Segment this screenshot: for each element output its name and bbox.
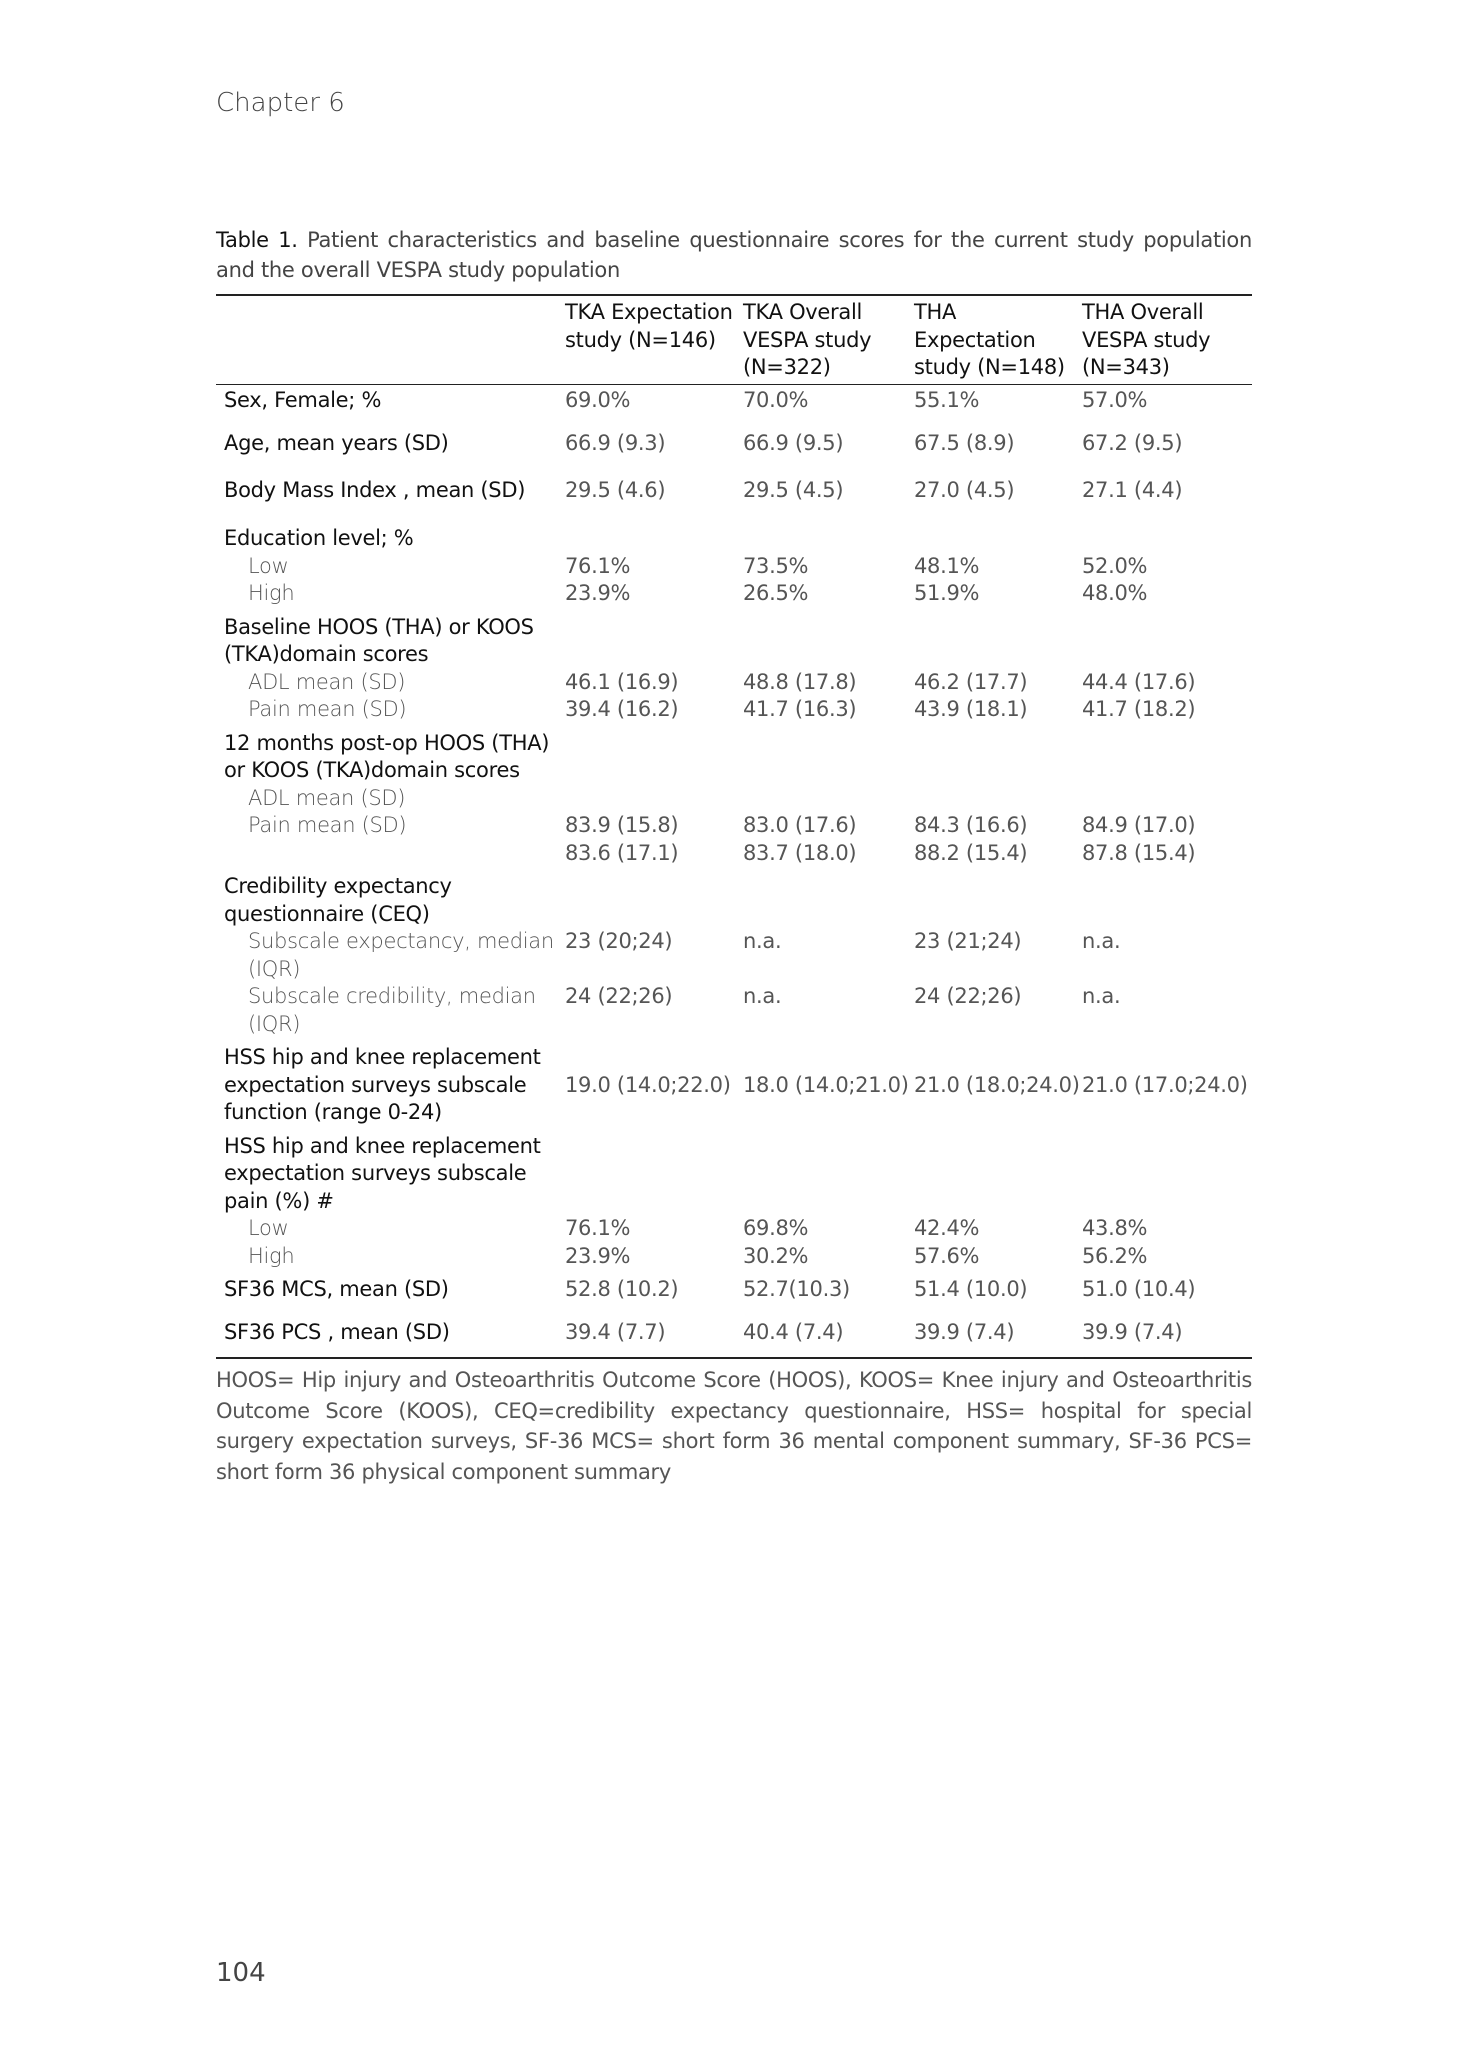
cell xyxy=(743,724,914,868)
row-label-sex: Sex, Female; % xyxy=(224,387,382,412)
header-tha-overall: THA Overall VESPA study (N=343) xyxy=(1082,300,1211,379)
cell-value: 41.7 (16.3) xyxy=(743,697,857,721)
cell: 21.0 (17.0;24.0) xyxy=(1082,1072,1248,1097)
cell-value: 24 (22;26) xyxy=(565,984,673,1008)
cell-value: 73.5% xyxy=(743,553,809,578)
table-caption-label: Table 1. xyxy=(216,228,298,252)
cell-value: 39.4 (16.2) xyxy=(565,697,679,721)
education-high-label: High xyxy=(248,581,295,605)
hss-pain-low-label: Low xyxy=(248,1216,289,1240)
cell xyxy=(914,608,1082,724)
cell: 19.0 (14.0;22.0) xyxy=(565,1072,731,1097)
cell-value: 23.9% xyxy=(565,581,631,605)
cell-value: 87.8 (15.4) xyxy=(1082,840,1196,865)
cell: 70.0% xyxy=(743,387,809,412)
cell: 66.9 (9.3) xyxy=(565,431,666,455)
cell xyxy=(1082,512,1252,608)
cell-value: 69.8% xyxy=(743,1216,809,1240)
cell xyxy=(743,608,914,724)
cell xyxy=(914,867,1082,1038)
cell-value: 56.2% xyxy=(1082,1243,1148,1268)
cell: 52.8 (10.2) xyxy=(565,1277,679,1301)
cell xyxy=(565,608,743,724)
cell-value: 44.4 (17.6) xyxy=(1082,669,1196,694)
cell: 21.0 (18.0;24.0) xyxy=(914,1072,1080,1097)
hss-pain-high-label: High xyxy=(248,1243,295,1268)
cell-value: 88.2 (15.4) xyxy=(914,840,1028,865)
cell: 67.5 (8.9) xyxy=(914,431,1015,455)
cell: 51.0 (10.4) xyxy=(1082,1277,1196,1301)
cell-value: 51.9% xyxy=(914,581,980,605)
cell-value: 41.7 (18.2) xyxy=(1082,697,1196,721)
cell xyxy=(565,512,743,608)
cell-value: 76.1% xyxy=(565,1216,631,1240)
table-row-education xyxy=(216,512,1252,608)
cell: 52.7(10.3) xyxy=(743,1277,850,1301)
cell: 29.5 (4.6) xyxy=(565,478,666,502)
cell-value: 43.8% xyxy=(1082,1216,1148,1240)
cell-value: 84.3 (16.6) xyxy=(914,813,1028,837)
row-label-hss-function: HSS hip and knee replacement expectation surveys subscale function (range 0-24) xyxy=(224,1045,541,1124)
postop-hoos-heading: 12 months post-op HOOS (THA) or KOOS (TKA)domain scores xyxy=(224,730,550,782)
cell-value: 30.2% xyxy=(743,1243,809,1268)
baseline-pain-label: Pain mean (SD) xyxy=(248,697,407,721)
row-label-bmi: Body Mass Index , mean (SD) xyxy=(224,478,526,502)
table-row-sf36-mcs xyxy=(216,1270,1252,1310)
cell xyxy=(1082,867,1252,1038)
baseline-hoos-heading: Baseline HOOS (THA) or KOOS (TKA)domain scores xyxy=(224,614,534,666)
cell: 18.0 (14.0;21.0) xyxy=(743,1072,909,1097)
cell-value: 23 (21;24) xyxy=(914,929,1022,953)
cell xyxy=(914,724,1082,868)
cell-value: 42.4% xyxy=(914,1216,980,1240)
ceq-credibility-label: Subscale credibility, median (IQR) xyxy=(248,984,536,1036)
cell-value: 48.8 (17.8) xyxy=(743,669,857,694)
row-label-age: Age, mean years (SD) xyxy=(224,431,449,455)
table-row-postop-hoos xyxy=(216,724,1252,868)
table-row-hss-function xyxy=(216,1038,1252,1127)
cell: 66.9 (9.5) xyxy=(743,431,844,455)
cell: 29.5 (4.5) xyxy=(743,478,844,502)
row-label-education xyxy=(216,512,565,608)
education-low-label: Low xyxy=(248,553,289,578)
ceq-expectancy-label: Subscale expectancy, median (IQR) xyxy=(248,929,554,981)
cell xyxy=(565,867,743,1038)
cell: 51.4 (10.0) xyxy=(914,1277,1028,1301)
patient-characteristics-table xyxy=(216,294,1252,1359)
cell: 40.4 (7.4) xyxy=(743,1320,844,1344)
cell: 57.0% xyxy=(1082,387,1148,412)
table-row-baseline-hoos xyxy=(216,608,1252,724)
cell-value: 57.6% xyxy=(914,1243,980,1268)
cell: 27.1 (4.4) xyxy=(1082,478,1183,502)
cell xyxy=(743,512,914,608)
row-label-postop-hoos xyxy=(216,724,565,868)
cell-value: 83.6 (17.1) xyxy=(565,840,679,865)
cell xyxy=(914,1127,1082,1271)
cell-value: 52.0% xyxy=(1082,553,1148,578)
row-label-ceq xyxy=(216,867,565,1038)
cell: 55.1% xyxy=(914,387,980,412)
table-row-sex xyxy=(216,384,1252,422)
table-row-age xyxy=(216,422,1252,467)
row-label-baseline-hoos xyxy=(216,608,565,724)
header-tka-overall: TKA Overall VESPA study (N=322) xyxy=(743,300,872,379)
education-heading: Education level; % xyxy=(224,526,414,550)
cell xyxy=(1082,724,1252,868)
cell xyxy=(1082,608,1252,724)
postop-adl-label: ADL mean (SD) xyxy=(248,785,406,810)
cell: 39.9 (7.4) xyxy=(914,1320,1015,1344)
cell-value: 76.1% xyxy=(565,553,631,578)
cell-value: 83.7 (18.0) xyxy=(743,840,857,865)
cell xyxy=(565,1127,743,1271)
postop-pain-label: Pain mean (SD) xyxy=(248,813,407,837)
cell: 27.0 (4.5) xyxy=(914,478,1015,502)
table-row-bmi xyxy=(216,467,1252,512)
cell-value: 83.9 (15.8) xyxy=(565,813,679,837)
cell-value: 23 (20;24) xyxy=(565,929,673,953)
table-footnote: HOOS= Hip injury and Osteoarthritis Outcome Score (HOOS), KOOS= Knee injury and Osteoarthritis Outcome Score (KOOS), CEQ=credibility expectancy questionnaire, HSS= hospital for special surgery expectation surveys, SF-36 MCS= short form 36 mental component summary, SF-36 PCS= short form 36 physical component summary xyxy=(216,1368,1252,1484)
table-row-sf36-pcs xyxy=(216,1310,1252,1358)
cell: 67.2 (9.5) xyxy=(1082,431,1183,455)
table-caption-text: Patient characteristics and baseline questionnaire scores for the current study population and the overall VESPA study population xyxy=(216,228,1252,282)
cell: 39.9 (7.4) xyxy=(1082,1320,1183,1344)
cell-value: n.a. xyxy=(1082,984,1121,1008)
cell-value: 43.9 (18.1) xyxy=(914,697,1028,721)
row-label-sf36-mcs: SF36 MCS, mean (SD) xyxy=(224,1277,449,1301)
row-label-hss-pain xyxy=(216,1127,565,1271)
header-tha-expectation: THA Expectation study (N=148) xyxy=(914,300,1065,379)
row-label-sf36-pcs: SF36 PCS , mean (SD) xyxy=(224,1320,450,1344)
ceq-heading: Credibility expectancy questionnaire (CEQ) xyxy=(224,874,452,926)
cell-value: 83.0 (17.6) xyxy=(743,813,857,837)
table-header-row xyxy=(216,295,1252,384)
chapter-header: Chapter 6 xyxy=(216,88,345,118)
header-cell-blank xyxy=(216,295,565,384)
cell-value: n.a. xyxy=(743,984,782,1008)
cell-value: 48.0% xyxy=(1082,581,1148,605)
table-row-hss-pain xyxy=(216,1127,1252,1271)
cell-value: 46.2 (17.7) xyxy=(914,669,1028,694)
cell-value: 46.1 (16.9) xyxy=(565,669,679,694)
cell: 39.4 (7.7) xyxy=(565,1320,666,1344)
cell xyxy=(914,512,1082,608)
cell-value: n.a. xyxy=(1082,929,1121,953)
baseline-adl-label: ADL mean (SD) xyxy=(248,669,406,694)
table-caption xyxy=(216,225,1252,285)
cell xyxy=(1082,1127,1252,1271)
cell xyxy=(743,1127,914,1271)
cell: 69.0% xyxy=(565,387,631,412)
cell-value: n.a. xyxy=(743,929,782,953)
cell-value: 23.9% xyxy=(565,1243,631,1268)
cell-value: 48.1% xyxy=(914,553,980,578)
hss-pain-heading: HSS hip and knee replacement expectation surveys subscale pain (%) # xyxy=(224,1133,541,1213)
header-tka-expectation: TKA Expectation study (N=146) xyxy=(565,300,733,352)
cell xyxy=(743,867,914,1038)
cell-value: 24 (22;26) xyxy=(914,984,1022,1008)
cell xyxy=(565,724,743,868)
page-number: 104 xyxy=(216,1958,266,1988)
cell-value: 84.9 (17.0) xyxy=(1082,813,1196,837)
table-row-ceq xyxy=(216,867,1252,1038)
cell-value: 26.5% xyxy=(743,581,809,605)
